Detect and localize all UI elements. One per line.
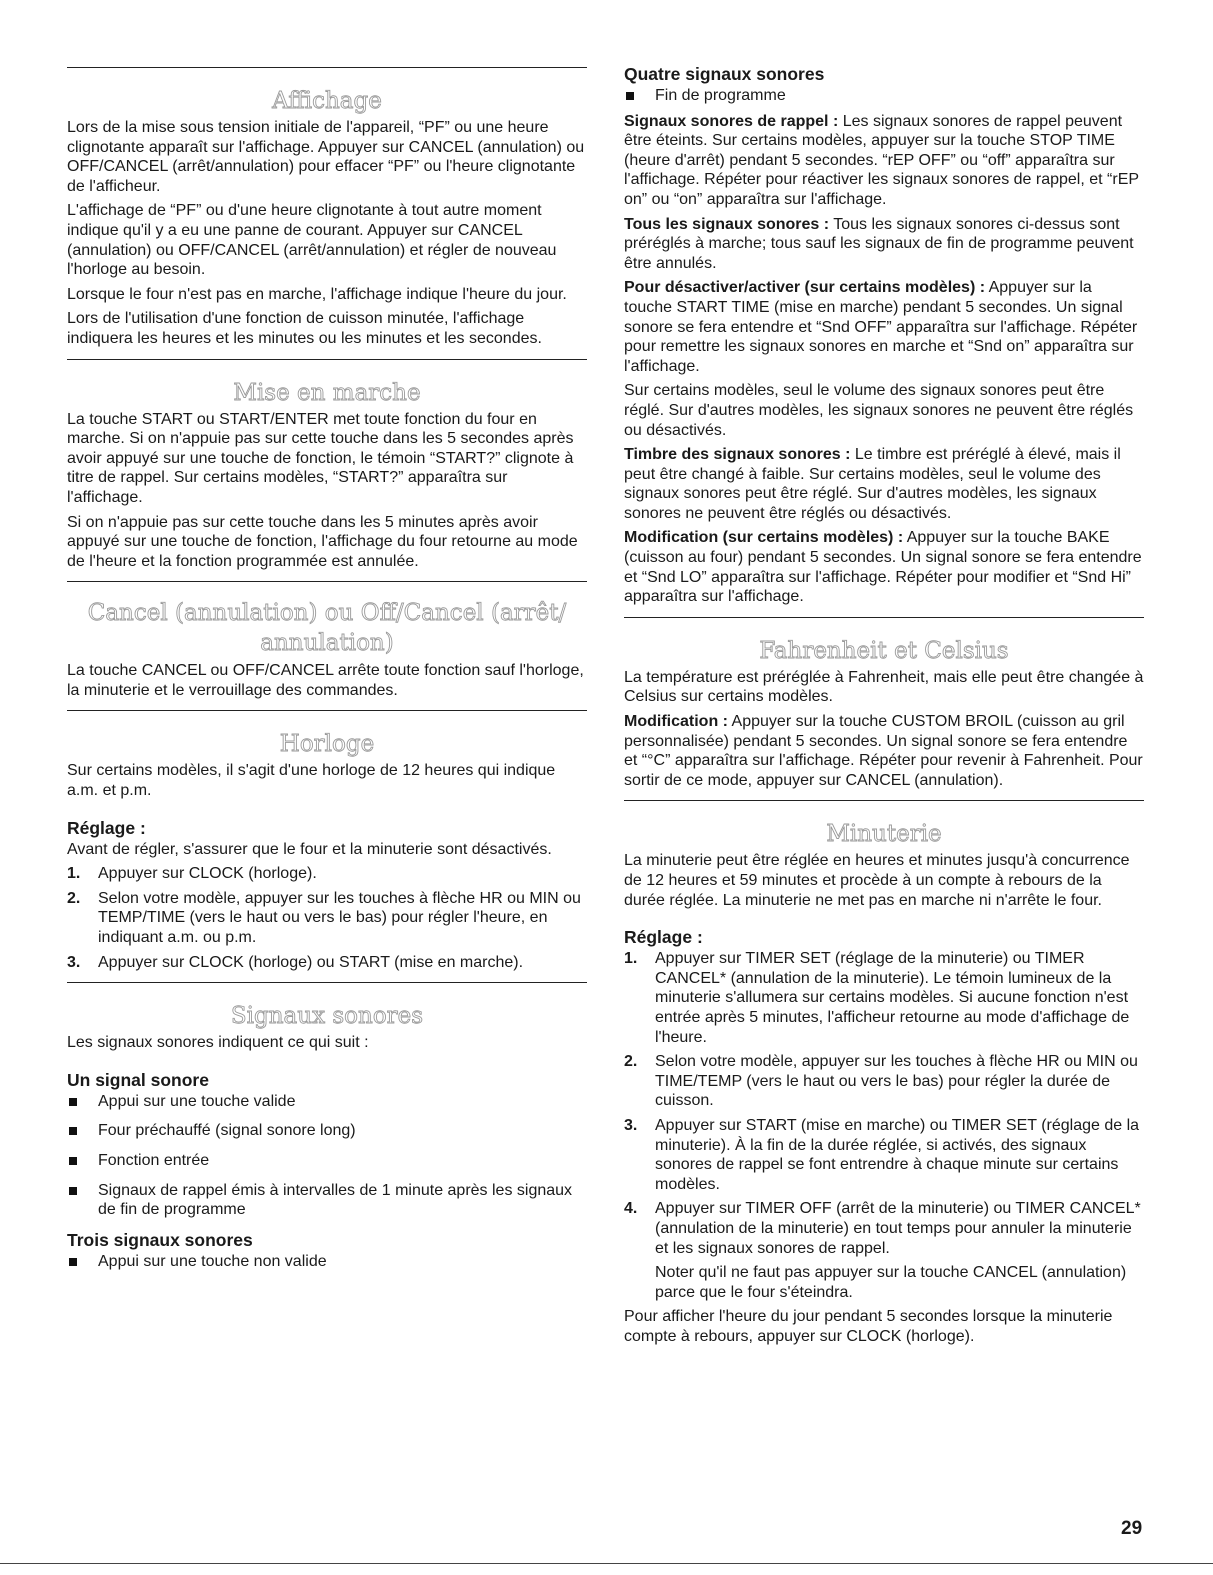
paragraph: La touche CANCEL ou OFF/CANCEL arrête toute fonction sauf l'horloge, la minuterie et le verrouillage des commandes. — [67, 662, 584, 699]
paragraph-timbre — [624, 445, 1144, 523]
section-divider — [67, 982, 587, 983]
text-modification: Appuyer sur la touche CUSTOM BROIL (cuisson au gril personnalisée) pendant 5 secondes. Un signal sonore se fera entendre et “°C” apparaîtra sur l'affichage. Répéter pour revenir à Fahrenheit. Pour sortir de ce mode, appuyer sur CANCEL (annulation). — [624, 713, 1143, 789]
list-item: Fonction entrée — [67, 1151, 587, 1171]
label-tous: Tous les signaux sonores : — [624, 215, 830, 233]
step-text: Appuyer sur TIMER OFF (arrêt de la minuterie) ou TIMER CANCEL* (annulation de la minuterie) en tout temps pour annuler la minuterie et les signaux sonores de rappel. — [655, 1200, 1141, 1257]
bullet-list — [67, 1092, 587, 1220]
list-item — [624, 949, 1144, 1047]
bullet-list — [624, 86, 1144, 106]
section-title-signaux: Signaux sonores — [230, 1003, 424, 1030]
list-item: Fin de programme — [624, 86, 1144, 106]
text-pour: Appuyer sur la touche START TIME (mise en marche) pendant 5 secondes. Un signal sonore se fera entendre et “Snd OFF” apparaîtra sur l'affichage. Répéter pour remettre les signaux sonores en marche et “Snd on” apparaîtra sur l'affichage. — [624, 279, 1138, 375]
subheading-un-signal: Un signal sonore — [67, 1069, 209, 1090]
section-divider — [67, 581, 587, 582]
section-title-fahrenheit: Fahrenheit et Celsius — [759, 637, 1009, 664]
paragraph-modification — [624, 528, 1144, 606]
subheading-quatre-signaux: Quatre signaux sonores — [624, 64, 825, 84]
section-title-line: Cancel (annulation) ou Off/Cancel (arrêt/ — [87, 600, 567, 627]
text-tous: Tous les signaux sonores ci-dessus sont préréglés à marche; tous sauf les signaux de fin de programme peuvent être annulés. — [624, 215, 1134, 272]
paragraph: Pour afficher l'heure du jour pendant 5 secondes lorsque la minuterie compte à rebours, appuyer sur CLOCK (horloge). — [624, 1308, 1113, 1345]
label-timbre: Timbre des signaux sonores : — [624, 446, 851, 464]
paragraph: La température est préréglée à Fahrenheit, mais elle peut être changée à Celsius sur certains modèles. — [624, 668, 1144, 706]
left-column — [67, 0, 587, 1281]
label-modification: Modification (sur certains modèles) : — [624, 529, 904, 547]
label-pour: Pour désactiver/activer (sur certains modèles) : — [624, 279, 986, 297]
list-item — [624, 1052, 1144, 1111]
list-item: Signaux de rappel émis à intervalles de 1 minute après les signaux de fin de programme — [67, 1181, 587, 1220]
step-number: 4. — [624, 1200, 638, 1218]
paragraph: La touche START ou START/ENTER met toute fonction du four en marche. Si on n'appuie pas sur cette touche dans les 5 secondes après avoir appuyé sur une touche de fonction, le témoin “START?” clignote à titre de rappel. Sur certains modèles, “START?” apparaîtra sur l'affichage. — [67, 410, 574, 506]
step-text: Selon votre modèle, appuyer sur les touches à flèche HR ou MIN ou TEMP/TIME (vers le haut ou vers le bas) pour régler l'heure, en indiquant a.m. ou p.m. — [98, 889, 581, 947]
steps-list — [624, 949, 1144, 1258]
text-timbre: Le timbre est préréglé à élevé, mais il peut être changé à faible. Sur certains modèles, seul le volume des signaux sonores peut être réglé. Sur d'autres modèles, les signaux sonores ne peuvent être réglés ou désactivés. — [624, 446, 1121, 522]
page-bottom-rule — [0, 1563, 1213, 1564]
step-text: Appuyer sur CLOCK (horloge) ou START (mise en marche). — [98, 953, 524, 971]
step-text: Appuyer sur CLOCK (horloge). — [98, 865, 317, 883]
text-modification: Appuyer sur la touche BAKE (cuisson au four) pendant 5 secondes. Un signal sonore se fera entendre et “Snd LO” apparaîtra sur l'affichage. Répéter pour modifier et “Snd Hi” apparaîtra sur l'affichage. — [624, 529, 1142, 606]
step-number: 2. — [624, 1053, 638, 1071]
list-item — [624, 1199, 1144, 1258]
section-divider — [624, 617, 1144, 618]
section-divider — [67, 710, 587, 711]
list-item — [67, 889, 587, 948]
list-item: Four préchauffé (signal sonore long) — [67, 1121, 587, 1141]
paragraph-volume: Sur certains modèles, seul le volume des signaux sonores peut être réglé. Sur d'autres modèles, les signaux sonores ne peuvent être réglés ou désactivés. — [624, 382, 1134, 439]
step-number: 1. — [624, 950, 638, 968]
step-text: Selon votre modèle, appuyer sur les touches à flèche HR ou MIN ou TIME/TEMP (vers le haut ou vers le bas) pour régler la durée de cuisson. — [655, 1053, 1138, 1110]
paragraph: Lors de la mise sous tension initiale de l'appareil, “PF” ou une heure clignotante apparaît sur l'affichage. Appuyer sur CANCEL (annulation) ou OFF/CANCEL (arrêt/annulation) pour effacer “PF” ou l'heure clignotante de l'afficheur. — [67, 119, 585, 195]
paragraph: La minuterie peut être réglée en heures et minutes jusqu'à concurrence de 12 heures et 59 minutes et procède à un compte à rebours de la durée réglée. La minuterie ne met pas en marche ni n'arrête le four. — [624, 852, 1130, 909]
paragraph: Lors de l'utilisation d'une fonction de cuisson minutée, l'affichage indiquera les heures et les minutes ou les minutes et les secondes. — [67, 310, 542, 347]
label-modification: Modification : — [624, 713, 728, 731]
list-item: Appui sur une touche valide — [67, 1092, 587, 1112]
section-title-minuterie: Minuterie — [826, 821, 942, 848]
list-item — [67, 953, 587, 973]
section-title-affichage: Affichage — [272, 88, 382, 114]
step-number: 3. — [67, 953, 81, 971]
list-item — [624, 1116, 1144, 1194]
paragraph-note: Noter qu'il ne faut pas appuyer sur la touche CANCEL (annulation) parce que le four s'éteindra. — [655, 1264, 1127, 1301]
paragraph: Sur certains modèles, il s'agit d'une horloge de 12 heures qui indique a.m. et p.m. — [67, 762, 556, 800]
subheading-reglage: Réglage : — [624, 927, 703, 948]
section-title-horloge: Horloge — [279, 731, 375, 758]
paragraph: Lorsque le four n'est pas en marche, l'affichage indique l'heure du jour. — [67, 285, 567, 303]
steps-list — [67, 864, 587, 972]
paragraph: Si on n'appuie pas sur cette touche dans les 5 minutes après avoir appuyé sur une touche de fonction, l'affichage du four retourne au mode de l'heure et la fonction programmée est annulée. — [67, 513, 578, 570]
paragraph-modification — [624, 712, 1144, 790]
section-divider — [624, 800, 1144, 801]
paragraph: Avant de régler, s'assurer que le four et la minuterie sont désactivés. — [67, 840, 552, 858]
page-number: 29 — [1121, 1518, 1143, 1539]
step-text: Appuyer sur TIMER SET (réglage de la minuterie) ou TIMER CANCEL* (annulation de la minuterie). Le témoin lumineux de la minuterie s'allumera sur certains modèles. Si aucune fonction n'est entrée après 5 minutes, l'afficheur retourne au mode d'affichage de l'heure. — [655, 950, 1130, 1046]
text-rappel: Les signaux sonores de rappel peuvent être éteints. Sur certains modèles, appuyer sur la touche STOP TIME (heure d'arrêt) pendant 5 secondes. “rEP OFF” ou “off” apparaîtra sur l'affichage. Répéter pour réactiver les signaux sonores de rappel, et “rEP on” ou “on” apparaîtra sur l'affichage. — [624, 112, 1139, 208]
bullet-list — [67, 1252, 587, 1272]
subheading-reglage: Réglage : — [67, 817, 146, 838]
section-title-cancel — [67, 598, 587, 658]
section-divider — [67, 359, 587, 360]
step-text: Appuyer sur START (mise en marche) ou TIMER SET (réglage de la minuterie). À la fin de la durée réglée, si activés, des signaux sonores de rappel se font entrendre à chaque minute sur certains modèles. — [655, 1116, 1140, 1193]
section-divider — [67, 67, 587, 68]
list-item: Appui sur une touche non valide — [67, 1252, 587, 1272]
paragraph: L'affichage de “PF” ou d'une heure clignotante à tout autre moment indique qu'il y a eu une panne de courant. Appuyer sur CANCEL (annulation) ou OFF/CANCEL (arrêt/annulation) et régler de nouveau l'horloge au besoin. — [67, 202, 557, 279]
paragraph-rappel — [624, 112, 1144, 210]
step-number: 3. — [624, 1116, 638, 1134]
label-rappel: Signaux sonores de rappel : — [624, 112, 839, 130]
step-number: 1. — [67, 865, 81, 883]
section-title-mise-en-marche: Mise en marche — [233, 379, 421, 406]
step-number: 2. — [67, 889, 81, 907]
paragraph-tous — [624, 215, 1144, 274]
paragraph-pour — [624, 278, 1144, 376]
list-item — [67, 864, 587, 884]
right-column — [624, 0, 1144, 1351]
section-title-line: annulation) — [260, 630, 394, 657]
paragraph: Les signaux sonores indiquent ce qui suit : — [67, 1034, 369, 1052]
subheading-trois-signaux: Trois signaux sonores — [67, 1229, 253, 1250]
